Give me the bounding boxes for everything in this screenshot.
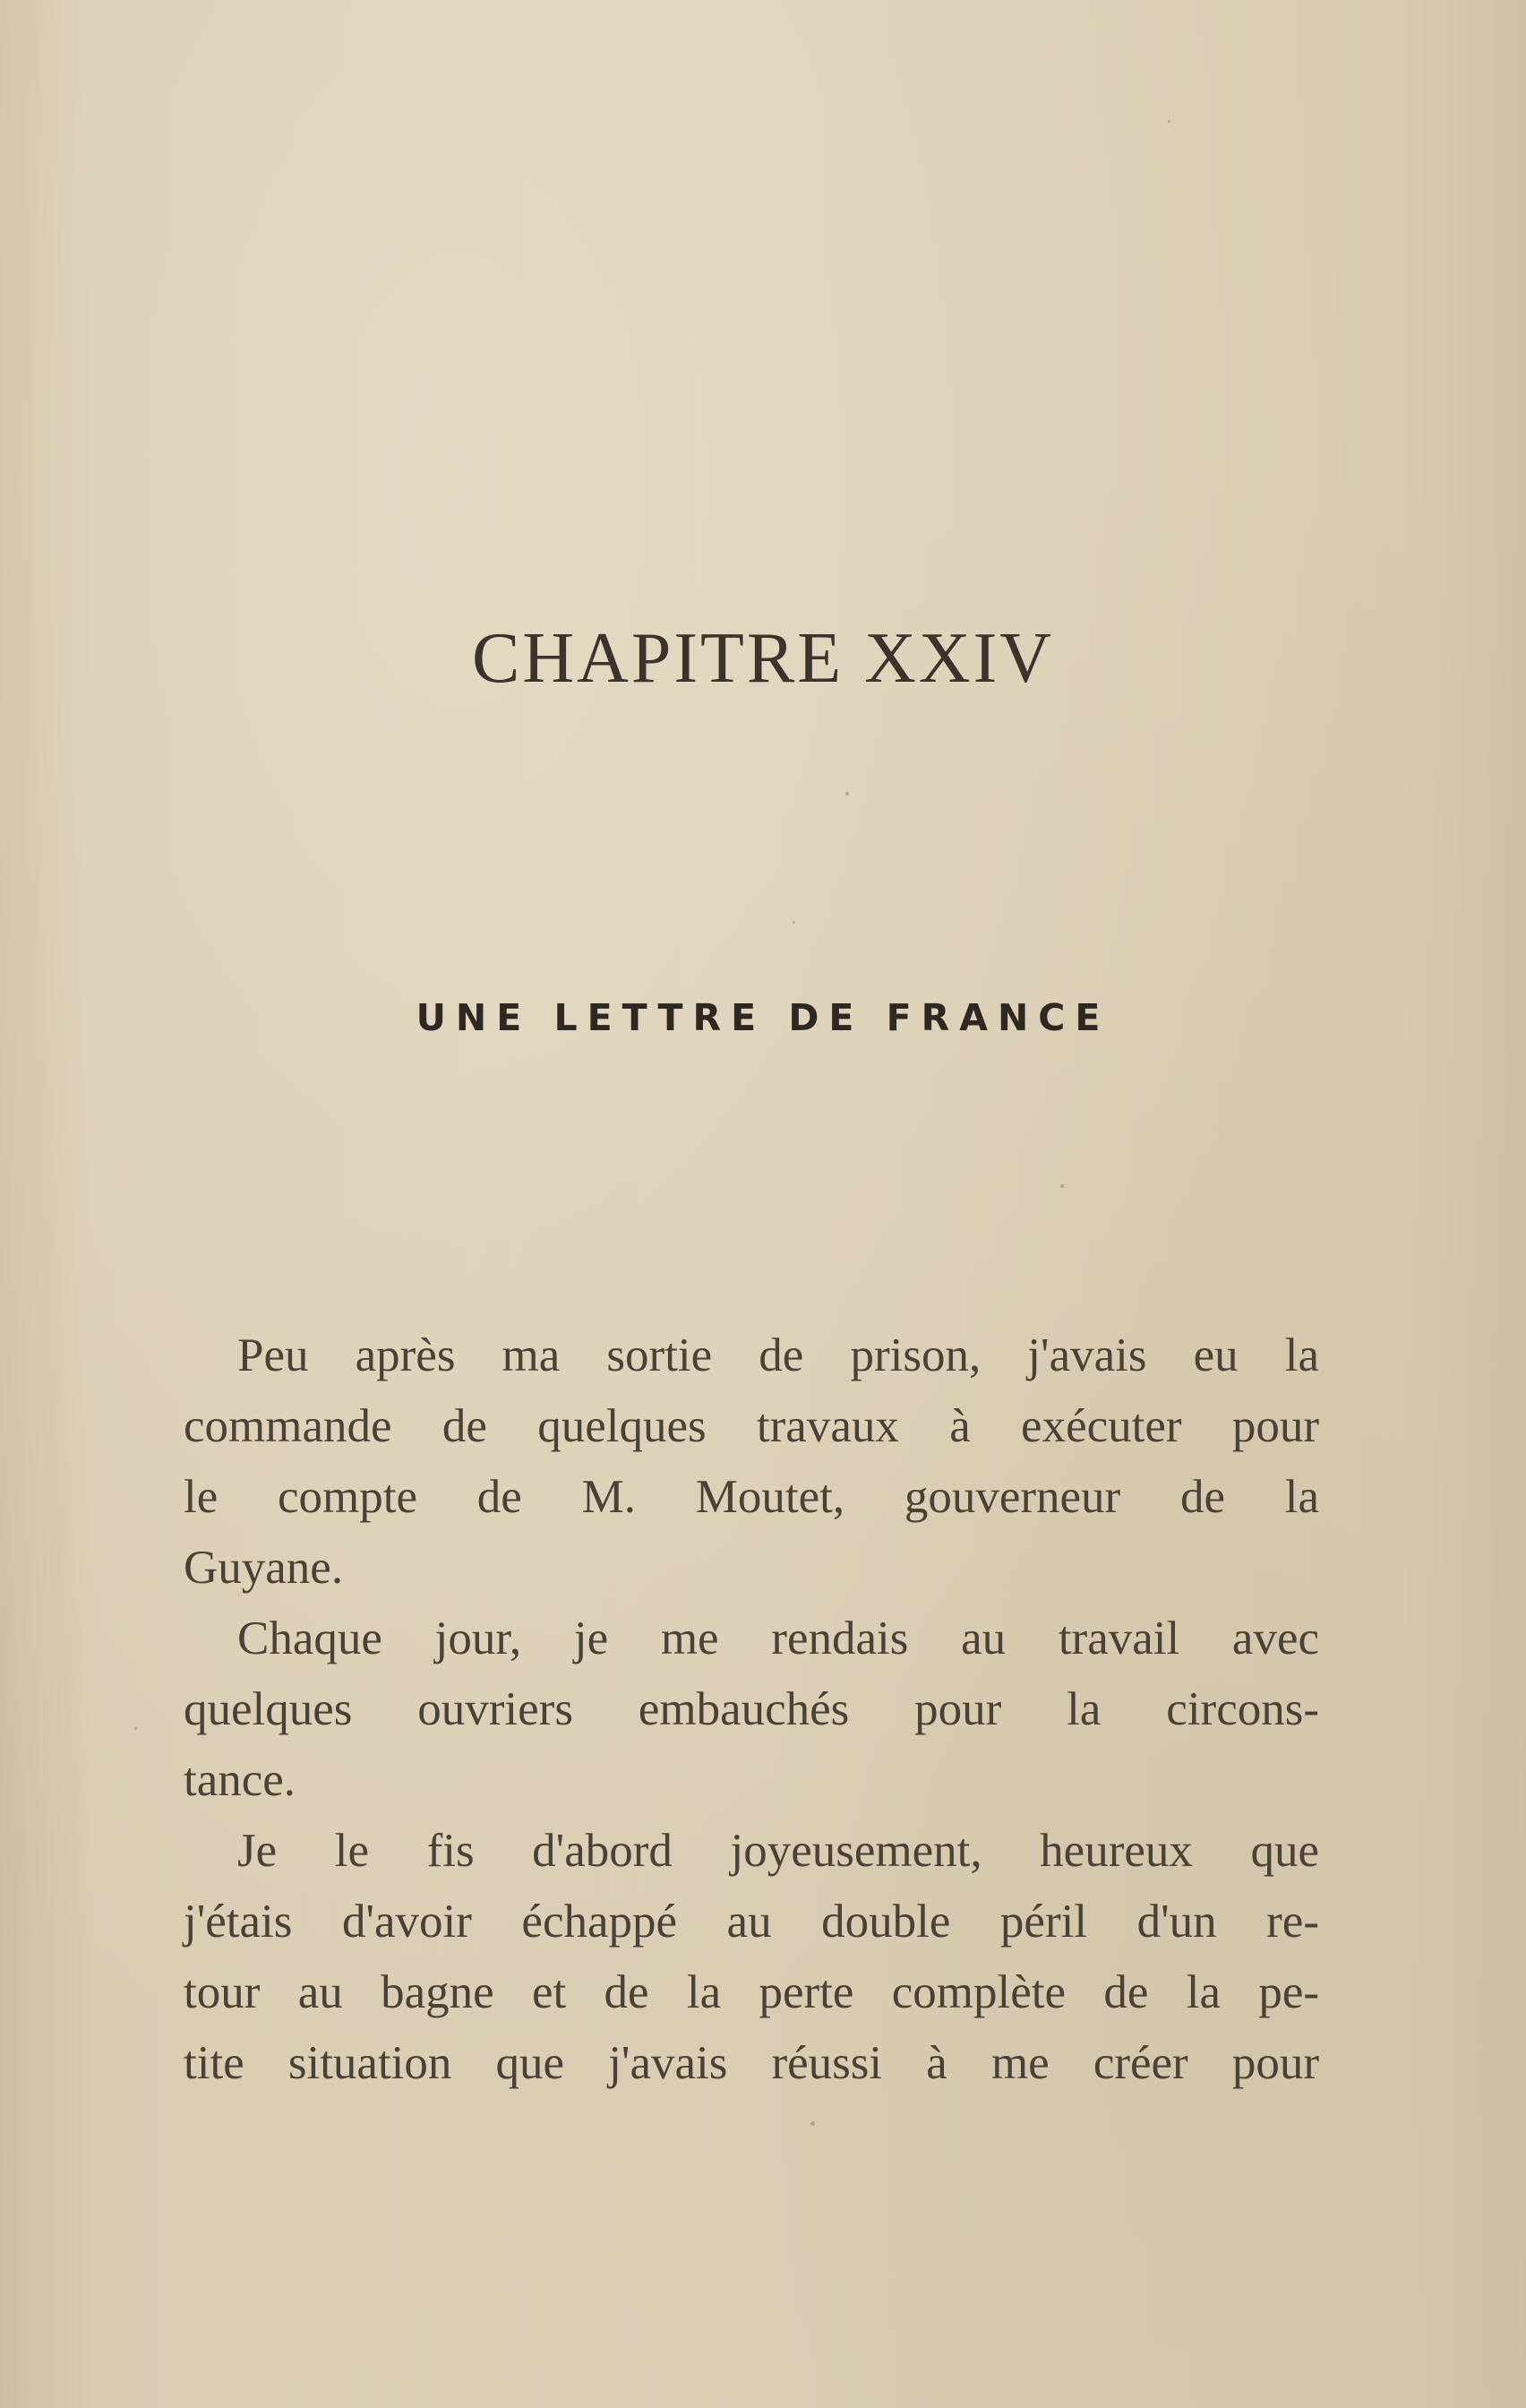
- body-line: j'étais d'avoir échappé au double péril d'un re-: [184, 1896, 1319, 1948]
- body-line: commande de quelques travaux à exécuter pour: [184, 1400, 1319, 1452]
- body-line: Chaque jour, je me rendais au travail avec: [237, 1612, 1319, 1664]
- paper-speck: [134, 1727, 137, 1730]
- section-title: UNE LETTRE DE FRANCE: [416, 996, 1110, 1039]
- body-line: le compte de M. Moutet, gouverneur de la: [184, 1471, 1319, 1523]
- paper-speck: [793, 921, 795, 924]
- body-line: quelques ouvriers embauchés pour la circons-: [184, 1683, 1319, 1735]
- body-line: Peu après ma sortie de prison, j'avais eu la: [237, 1329, 1319, 1381]
- body-line: tour au bagne et de la perte complète de la pe-: [184, 1966, 1319, 2018]
- body-line: Je le fis d'abord joyeusement, heureux que: [237, 1825, 1319, 1877]
- paper-speck: [1060, 1184, 1064, 1188]
- body-text: [184, 1320, 1319, 2099]
- paper-speck: [810, 2121, 815, 2126]
- paper-speck: [1168, 120, 1170, 123]
- body-line: tite situation que j'avais réussi à me créer pour: [184, 2037, 1319, 2089]
- paper-speck: [845, 792, 849, 796]
- body-line: tance.: [184, 1754, 296, 1806]
- body-line: Guyane.: [184, 1542, 344, 1594]
- chapter-title: CHAPITRE XXIV: [471, 619, 1055, 698]
